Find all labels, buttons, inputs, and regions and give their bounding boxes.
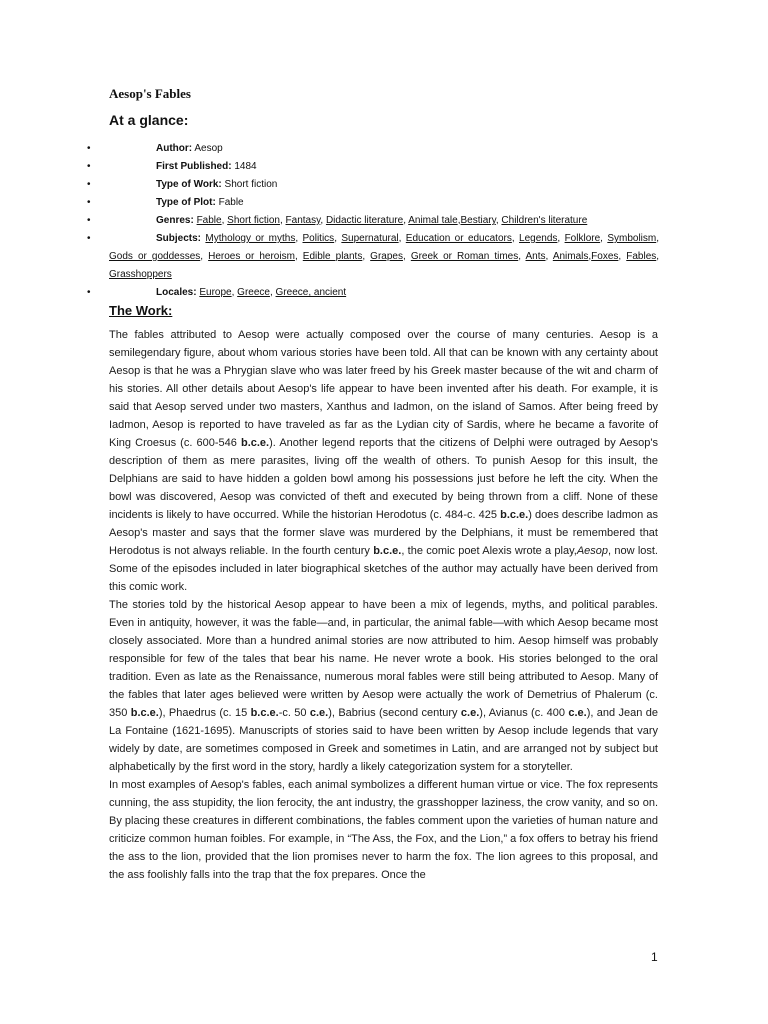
metadata-text: , bbox=[600, 233, 608, 244]
metadata-link[interactable]: Greece, ancient bbox=[275, 287, 347, 298]
metadata-text: Fable bbox=[215, 197, 244, 208]
metadata-label: Author: bbox=[156, 143, 193, 154]
text-run: ) does describe Iadmon as Aesop's master and says that the former slave was murdered by the Delphians, it must be remembered that Herodotus is not always reliable. In the fourth century bbox=[109, 509, 658, 557]
metadata-link[interactable]: Gods or goddesses bbox=[109, 251, 201, 262]
bold-run: b.c.e. bbox=[500, 509, 529, 521]
metadata-link[interactable]: Greece bbox=[237, 287, 270, 298]
metadata-link[interactable]: Bestiary bbox=[460, 215, 496, 226]
metadata-text: , bbox=[457, 215, 461, 226]
text-run: The fables attributed to Aesop were actually composed over the course of many centuries. Aesop is a semilegendary figure, about whom various stories have been told. All that can be known with any certainty about Aesop is that he was a Phrygian slave who was later freed by his Greek master because of the wit and charm of his stories. All other details about Aesop's life appear to have been invented after his death. For example, it is said that Aesop served under two masters, Xanthus and Iadmon, on the island of Samos. After being freed by Iadmon, Aesop is reported to have traveled as far as the Lydian city of Sardis, where he became a favorite of King Croesus (c. 600-546 bbox=[109, 329, 658, 449]
metadata-text: , bbox=[362, 251, 371, 262]
metadata-text: , bbox=[656, 233, 660, 244]
bold-run: c.e. bbox=[460, 707, 480, 719]
metadata-list bbox=[0, 140, 768, 302]
text-run: The stories told by the historical Aesop appear to have been a mix of legends, myths, and political parables. Even in antiquity, however, it was the fable—and, in particular, the animal fable—with which Aesop became most closely associated. More than a hundred animal stories are now attributed to him. Aesop himself was probably responsible for few of the tales that bear his name. He never wrote a book. His stories belonged to the oral tradition. Even as late as the Renaissance, numerous moral fables were still being attributed to Aesop. Many of the fables that later ages believed were written by Aesop were actually the work of Demetrius of Phalerum (c. 350 bbox=[109, 599, 658, 719]
bold-run: c.e. bbox=[309, 707, 329, 719]
bullet-icon: • bbox=[87, 287, 91, 298]
at-a-glance-heading: At a glance: bbox=[109, 112, 189, 128]
bold-run: b.c.e. bbox=[373, 545, 402, 557]
metadata-link[interactable]: Folklore bbox=[564, 233, 601, 244]
text-run: -c. 50 bbox=[278, 707, 310, 719]
text-run: , now lost. Some of the episodes included in later biographical sketches of the author may actually have been derived from this comic work. bbox=[109, 545, 658, 593]
paragraph bbox=[109, 776, 658, 884]
metadata-text: , bbox=[518, 251, 526, 262]
metadata-value bbox=[156, 212, 659, 230]
body-text bbox=[109, 326, 658, 884]
metadata-value bbox=[156, 176, 659, 194]
metadata-text: , bbox=[618, 251, 627, 262]
metadata-text: , bbox=[279, 215, 286, 226]
metadata-item bbox=[0, 230, 768, 284]
metadata-text: , bbox=[269, 287, 276, 298]
bold-run: b.c.e. bbox=[130, 707, 159, 719]
metadata-text: , bbox=[557, 233, 565, 244]
metadata-link[interactable]: Edible plants bbox=[302, 251, 363, 262]
bullet-icon: • bbox=[87, 233, 91, 244]
metadata-link[interactable]: Fable bbox=[196, 215, 222, 226]
metadata-item bbox=[0, 284, 768, 302]
metadata-item bbox=[0, 158, 768, 176]
metadata-text: Short fiction bbox=[221, 179, 278, 190]
metadata-text: , bbox=[221, 215, 228, 226]
metadata-link[interactable]: Fantasy bbox=[285, 215, 321, 226]
metadata-text: , bbox=[402, 251, 411, 262]
metadata-link[interactable]: Europe bbox=[199, 287, 232, 298]
metadata-text: , bbox=[320, 215, 326, 226]
metadata-text: , bbox=[656, 251, 660, 262]
bullet-icon: • bbox=[87, 197, 91, 208]
metadata-value bbox=[156, 140, 659, 158]
metadata-item bbox=[0, 140, 768, 158]
metadata-text: , bbox=[334, 233, 342, 244]
metadata-value bbox=[156, 194, 659, 212]
the-work-heading: The Work: bbox=[109, 303, 173, 318]
metadata-link[interactable]: Supernatural bbox=[341, 233, 399, 244]
metadata-label: Subjects: bbox=[156, 233, 202, 244]
metadata-link[interactable]: Mythology or myths bbox=[205, 233, 296, 244]
metadata-text: , bbox=[200, 251, 209, 262]
bullet-icon: • bbox=[87, 215, 91, 226]
text-run: ), Avianus (c. 400 bbox=[479, 707, 569, 719]
metadata-text: , bbox=[398, 233, 406, 244]
text-run: ), Phaedrus (c. 15 bbox=[158, 707, 251, 719]
metadata-link[interactable]: Legends bbox=[519, 233, 558, 244]
metadata-text: , bbox=[295, 233, 303, 244]
metadata-link[interactable]: Grapes bbox=[370, 251, 403, 262]
bold-run: b.c.e. bbox=[240, 437, 270, 449]
metadata-link[interactable]: Education or educators bbox=[405, 233, 512, 244]
metadata-text: , bbox=[294, 251, 303, 262]
text-run: In most examples of Aesop's fables, each animal symbolizes a different human virtue or vice. The fox represents cunning, the ass stupidity, the lion ferocity, the ant industry, the grasshopper laziness, the crow vanity, and so on. By placing these creatures in different combinations, the fables comment upon the varieties of human nature and criticize common human foibles. For example, in “The Ass, the Fox, and the Lion,” a fox offers to betray his friend the ass to the lion, provided that the lion promises never to harm the fox. The lion agrees to this proposal, and the ass foolishly falls into the trap that the fox prepares. Once the bbox=[109, 779, 658, 881]
metadata-text: , bbox=[511, 233, 520, 244]
paragraph bbox=[109, 326, 658, 596]
metadata-label: First Published: bbox=[156, 161, 232, 172]
metadata-link[interactable]: Greek or Roman times bbox=[410, 251, 519, 262]
metadata-text: , bbox=[231, 287, 238, 298]
metadata-text: 1484 bbox=[231, 161, 257, 172]
metadata-link[interactable]: Didactic literature bbox=[325, 215, 404, 226]
page-number: 1 bbox=[651, 950, 658, 964]
bullet-icon: • bbox=[87, 143, 91, 154]
text-run: , the comic poet Alexis wrote a play, bbox=[401, 545, 577, 557]
metadata-label: Type of Plot: bbox=[156, 197, 216, 208]
metadata-label: Type of Work: bbox=[156, 179, 222, 190]
text-run: ), Babrius (second century bbox=[328, 707, 461, 719]
metadata-link[interactable]: Grasshoppers bbox=[109, 269, 172, 280]
metadata-link[interactable]: Heroes or heroism bbox=[208, 251, 295, 262]
metadata-label: Genres: bbox=[156, 215, 194, 226]
text-run: ). Another legend reports that the citizens of Delphi were outraged by Aesop's description of them as mere parasites, living off the wealth of others. To punish Aesop for this insult, the Delphians are said to have hidden a golden bowl among his possessions just before he left the city. When the bowl was discovered, Aesop was convicted of theft and executed by being thrown from a cliff. None of these incidents is likely to have occurred. While the historian Herodotus (c. 484-c. 425 bbox=[109, 437, 658, 521]
metadata-text: , bbox=[588, 251, 592, 262]
document-title: Aesop's Fables bbox=[109, 86, 191, 101]
bullet-icon: • bbox=[87, 161, 91, 172]
bold-run: c.e. bbox=[568, 707, 587, 719]
paragraph bbox=[109, 596, 658, 776]
metadata-link[interactable]: Animals bbox=[552, 251, 589, 262]
metadata-text: Aesop bbox=[192, 143, 223, 154]
metadata-label: Locales: bbox=[156, 287, 197, 298]
bold-run: b.c.e. bbox=[250, 707, 279, 719]
metadata-text: , bbox=[545, 251, 553, 262]
italic-run: Aesop bbox=[576, 545, 609, 557]
metadata-item bbox=[0, 212, 768, 230]
metadata-text: , bbox=[495, 215, 502, 226]
metadata-link[interactable]: Fables bbox=[626, 251, 657, 262]
metadata-value bbox=[156, 284, 659, 302]
metadata-link[interactable]: Short fiction bbox=[227, 215, 280, 226]
metadata-value bbox=[109, 230, 659, 284]
metadata-value bbox=[156, 158, 659, 176]
metadata-item bbox=[0, 194, 768, 212]
metadata-item bbox=[0, 176, 768, 194]
metadata-link[interactable]: Politics bbox=[302, 233, 335, 244]
metadata-text: , bbox=[403, 215, 409, 226]
metadata-link[interactable]: Symbolism bbox=[607, 233, 657, 244]
metadata-link[interactable]: Foxes bbox=[591, 251, 619, 262]
text-run: ), and Jean de La Fontaine (1621-1695). Manuscripts of stories said to have been written by Aesop include legends that vary widely by date, are sometimes composed in Greek and sometimes in Latin, and are arranged not by subject but alphabetically by the first word in the story, hardly a likely categorization system for a storyteller. bbox=[109, 707, 658, 773]
metadata-link[interactable]: Ants bbox=[525, 251, 546, 262]
metadata-link[interactable]: Animal tale bbox=[408, 215, 458, 226]
bullet-icon: • bbox=[87, 179, 91, 190]
metadata-link[interactable]: Children's literature bbox=[501, 215, 588, 226]
